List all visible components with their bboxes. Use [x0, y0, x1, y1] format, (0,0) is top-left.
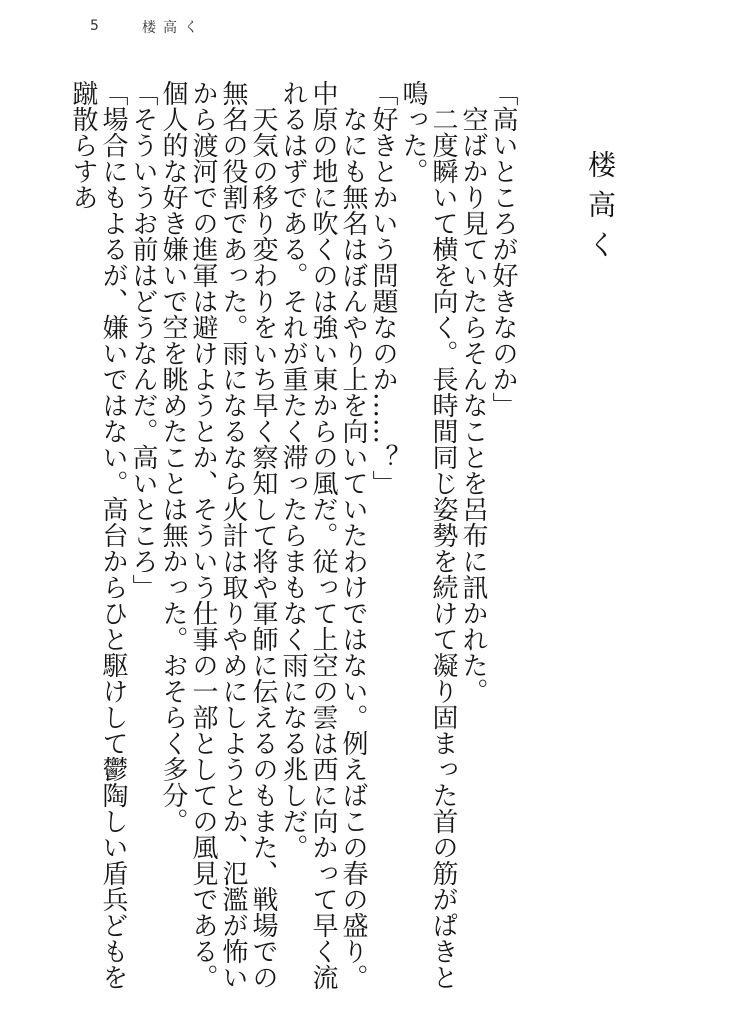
chapter-title: 楼高く [584, 150, 617, 270]
paragraph: 二度瞬いて横を向く。長時間同じ姿勢を続けて凝り固まった首の筋がぱきと鳴った。 [398, 80, 458, 990]
paragraph: 空ばかり見ていたらそんなことを呂布に訊かれた。 [458, 80, 488, 704]
paragraph: 「好きとかいう問題なのか……？」 [368, 80, 398, 496]
paragraph: 天気の移り変わりをいち早く察知して将や軍師に伝えるのもまた、戦場での無名の役割であった。雨になるなら火計は取りやめにしようとか、氾濫が怖いから渡河での進軍は避けようとか、そういう仕事の一部としての風見である。個人的な好き嫌いで空を眺めたことは無かった。おそらく多分。 [158, 80, 278, 990]
body-text [68, 80, 518, 990]
paragraph: 「高いところが好きなのか」 [488, 80, 518, 418]
paragraph: なにも無名はぼんやり上を向いていたわけではない。例えばこの春の盛り。中原の地に吹くのは強い東からの風だ。従って上空の雲は西に向かって早く流れるはずである。それが重たく滞ったらまもなく雨になる兆しだ。 [278, 80, 368, 990]
running-head-title: 楼高く [142, 20, 205, 36]
paragraph: 「場合にもよるが、嫌いではない。高台からひと駆けして鬱陶しい盾兵どもを蹴散らすあ [68, 80, 128, 990]
paragraph: 「そういうお前はどうなんだ。高いところ」 [128, 80, 158, 600]
page-number: 5 [90, 18, 99, 34]
